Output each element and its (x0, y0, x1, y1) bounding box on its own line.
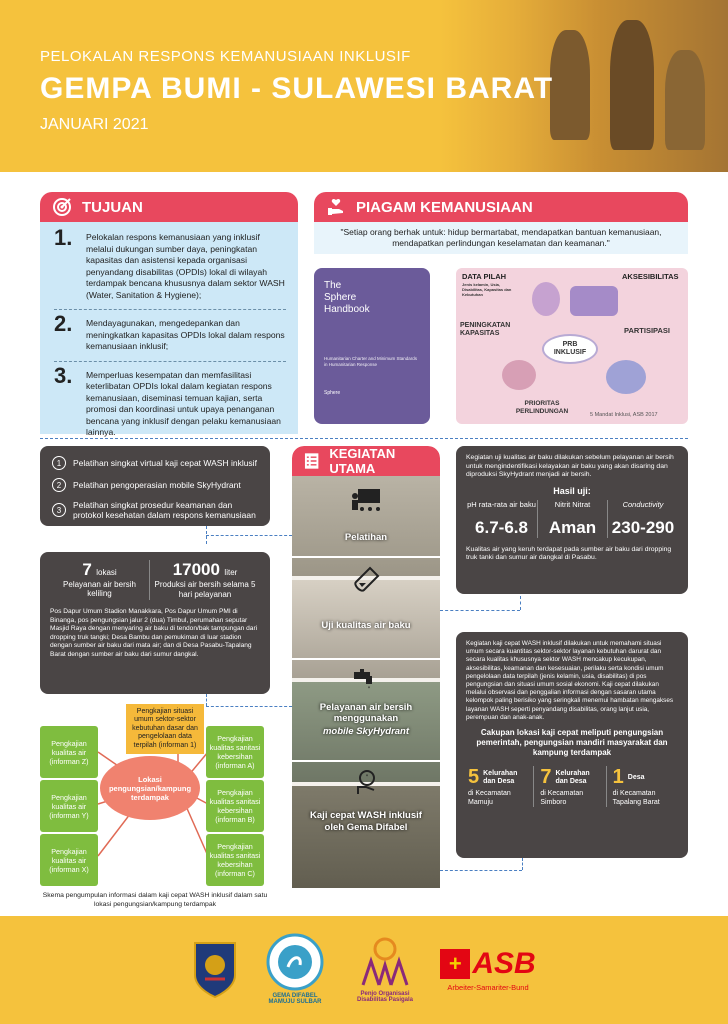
divider (40, 438, 688, 439)
schema-node: Pengkajian kualitas air (informan X) (40, 834, 98, 886)
schema-node-top: Pengkajian situasi umum sektor-sektor kebutuhan dasar dan pengelolaan data terpilah (informan 1) (126, 704, 204, 754)
list-item: 1. Pelokalan respons kemanusiaan yang inklusif melalui dukungan sumber daya, peningkatan kapasitas dan asistensi kepada organisasi penyandang disabilitas (OPDIs) lokal di wilayah terdampak bencana khususnya dalam sektor WASH (Water, Sanitation & Hygiene); (54, 224, 286, 310)
kegiatan-header: KEGIATAN UTAMA (292, 446, 440, 476)
assessment-photo (292, 786, 440, 888)
page-title: GEMPA BUMI - SULAWESI BARAT (40, 72, 554, 105)
activities-box (40, 446, 270, 526)
water-quality-box: Kegiatan uji kualitas air baku dilakukan sebelum pelayanan air bersih untuk mengindentifikasi kelayakan air baku yang akan disaring dan diproduksi SkyHydrant menjadi air bersih. Hasil uji: pH rata-rata air baku 6.7-6.8 Nitrit Nitrat Aman Conductivity 230-290 Kualitas air yang keruh terdapat pada sumber air baku dari dropping truk tanki dan sumur air dangkal di Pasabu. (456, 446, 688, 594)
piagam-title: PIAGAM KEMANUSIAAN (356, 198, 533, 216)
schema-node: Pengkajian kualitas sanitasi kebersihan (informan C) (206, 834, 264, 886)
schema-node: Pengkajian kualitas sanitasi kebersihan (informan B) (206, 780, 264, 832)
presentation-icon (350, 488, 382, 514)
piagam-header (314, 192, 688, 222)
asb-logo: + ASB Arbeiter-Samariter-Bund (434, 930, 542, 1008)
stats-detail: Pos Dapur Umum Stadion Manakkara, Pos Dapur Umum PMI di Binanga, pos pengungsian jalur 2 (dua) Timbul, perumahan seputar Masjid Raya dengan menyaring air baku di tendon/bak tampungan dari dropping truk tangki; Desa Bambu dan pemukiman di luar stadion dengan sumber air baku dari mata air; dan di Desa Pasabu-Tapalang Barat dengan sumber air baku dari sumur dangkal. (50, 608, 258, 658)
connector (206, 535, 292, 536)
hand-heart-icon (326, 197, 346, 217)
list-item: 2 Pelatihan pengoperasian mobile SkyHydrant (52, 474, 258, 496)
faucet-icon (352, 668, 380, 692)
gema-difabel-logo: GEMA DIFABEL MAMUJU SULBAR (262, 930, 328, 1008)
target-icon (52, 197, 72, 217)
schema-caption: Skema pengumpulan informasi dalam kaji cepat WASH inklusif dalam satu lokasi pengungsian/kampung terdampak (42, 892, 268, 908)
podp-logo: Penjo Organisasi Disabilitas Pasigala (352, 930, 418, 1008)
tujuan-header (40, 192, 298, 222)
schema-node: Pengkajian kualitas air (informan Z) (40, 726, 98, 778)
pretitle: PELOKALAN RESPONS KEMANUSIAAN INKLUSIF (40, 48, 411, 65)
tujuan-list (40, 222, 298, 437)
liters-count: 17000 (172, 560, 220, 579)
kegiatan-item: Kaji cepat WASH inklusif oleh Gema Difabel (310, 810, 422, 833)
kegiatan-item: Pelayanan air bersih menggunakan (319, 702, 413, 724)
connector (440, 870, 522, 871)
connector (440, 610, 520, 611)
kegiatan-item: Uji kualitas air baku (321, 620, 411, 631)
connector (520, 596, 521, 610)
piagam-panel (314, 192, 688, 254)
schema-node: Pengkajian kualitas air (informan Y) (40, 780, 98, 832)
prb-diagram: DATA PILAH Jenis kelamin, Usia, Disabilitas, Kapasitas dan Kebutuhan AKSESIBILITAS PENINGKATAN KAPASITAS PRB INKLUSIF PARTISIPASI PRIORITAS PERLINDUNGAN 5 Mandat Inklusi, ASB 2017 (456, 268, 688, 424)
test-tube-icon (354, 566, 380, 592)
wheelchair-icon (532, 282, 560, 316)
people-icon (502, 360, 536, 390)
hand-water-icon (354, 770, 380, 796)
nitrit-value: Aman (548, 517, 597, 537)
kemensos-logo (188, 930, 242, 1008)
tujuan-title: TUJUAN (82, 198, 143, 216)
kegiatan-item: Pelatihan (344, 532, 388, 543)
people-icon (570, 286, 618, 316)
kegiatan-item: mobile SkyHydrant (322, 726, 410, 737)
locations-count: 7 (82, 560, 92, 579)
list-item: 1 Pelatihan singkat virtual kaji cepat WASH inklusif (52, 452, 258, 474)
tujuan-panel (40, 192, 298, 437)
kaji-box: Kegiatan kaji cepat WASH inklusif dilakukan untuk memahami situasi umum secara kuantitas sektor-sektor layanan kebutuhan darurat dan secara kualitas khususnya sektor WASH mencakup kecukupan, aksesibilitas, keamanan dan kesesuaian, perilaku serta kondisi umum pengelolaan data terpilah (jenis kelamin, usia, disabilitas) di pos pengungsian dan situasi umum sosial ekonomi. Kaji cepat dilakukan melalui observasi dan penggalian informasi dengan sasaran utama kelompok paling berisiko yang seringkali menemui hambatan mengakses layanan WASH seperti penyandang disabilitas, orang lanjut usia, perempuan dan anak-anak. Cakupan lokasi kaji cepat meliputi pengungsian pemerintah, pengungsian mandiri masyarakat dan kampung terdampak 5 Kelurahan dan Desa di Kecamatan Mamuju 7 Kelurahan dan Desa di Kecamatan Simboro 1 Desa di Kecamatan Tapalang Barat (456, 632, 688, 858)
piagam-quote: "Setiap orang berhak untuk: hidup bermartabat, mendapatkan bantuan kemanusiaan, mendapatkan perlindungan keselamatan dan keamanan." (314, 222, 688, 254)
asb-cross-icon: + (440, 949, 470, 979)
page-date: JANUARI 2021 (40, 116, 149, 133)
header-banner (0, 0, 728, 172)
sphere-handbook-cover: The Sphere Handbook Humanitarian Charter and Minimum Standards in Humanitarian Response Sphere (314, 268, 430, 424)
list-item: 2. Mendayagunakan, mengedepankan dan meningkatkan kapasitas OPDIs lokal dalam respons kemanusiaan inklusif; (54, 310, 286, 362)
schema-node: Pengkajian kualitas sanitasi kebersihan (informan A) (206, 726, 264, 778)
conductivity-value: 230-290 (611, 517, 675, 537)
connector (522, 858, 523, 870)
checklist-icon (304, 452, 319, 470)
schema-center: Lokasi pengungsian/kampung terdampak (100, 756, 200, 820)
list-item: 3. Memperluas kesempatan dan memfasilitasi keterlibatan OPDIs lokal dalam kegiatan respons kemanusiaan, diseminasi temuan kajian, serta promosi dan koordinasi untuk upaya penanganan bencana yang inklusif dengan pelaku kemanusiaan lainnya. (54, 362, 281, 437)
ph-value: 6.7-6.8 (475, 517, 528, 537)
list-item: 3 Pelatihan singkat prosedur keamanan dan protokol kesehatan dalam respons kemanusiaan (52, 496, 258, 524)
prb-center: PRB INKLUSIF (542, 334, 598, 364)
people-icon (606, 360, 646, 394)
stats-box: 7 lokasi Pelayanan air bersih keliling 17000 liter Produksi air bersih selama 5 hari pelayanan Pos Dapur Umum Stadion Manakkara, Pos Dapur Umum PMI di Binanga, pos pengungsian jalur 2 (dua) Timbul, perumahan seputar Masjid Raya dengan menyaring air baku di tendon/bak tampungan dari dropping truk tangki; Desa Bambu dan pemukiman di luar stadion dengan sumber air baku dari mata air; dan di Desa Pasabu-Tapalang Barat dengan sumber air baku dari sumur dangkal. (40, 552, 270, 694)
